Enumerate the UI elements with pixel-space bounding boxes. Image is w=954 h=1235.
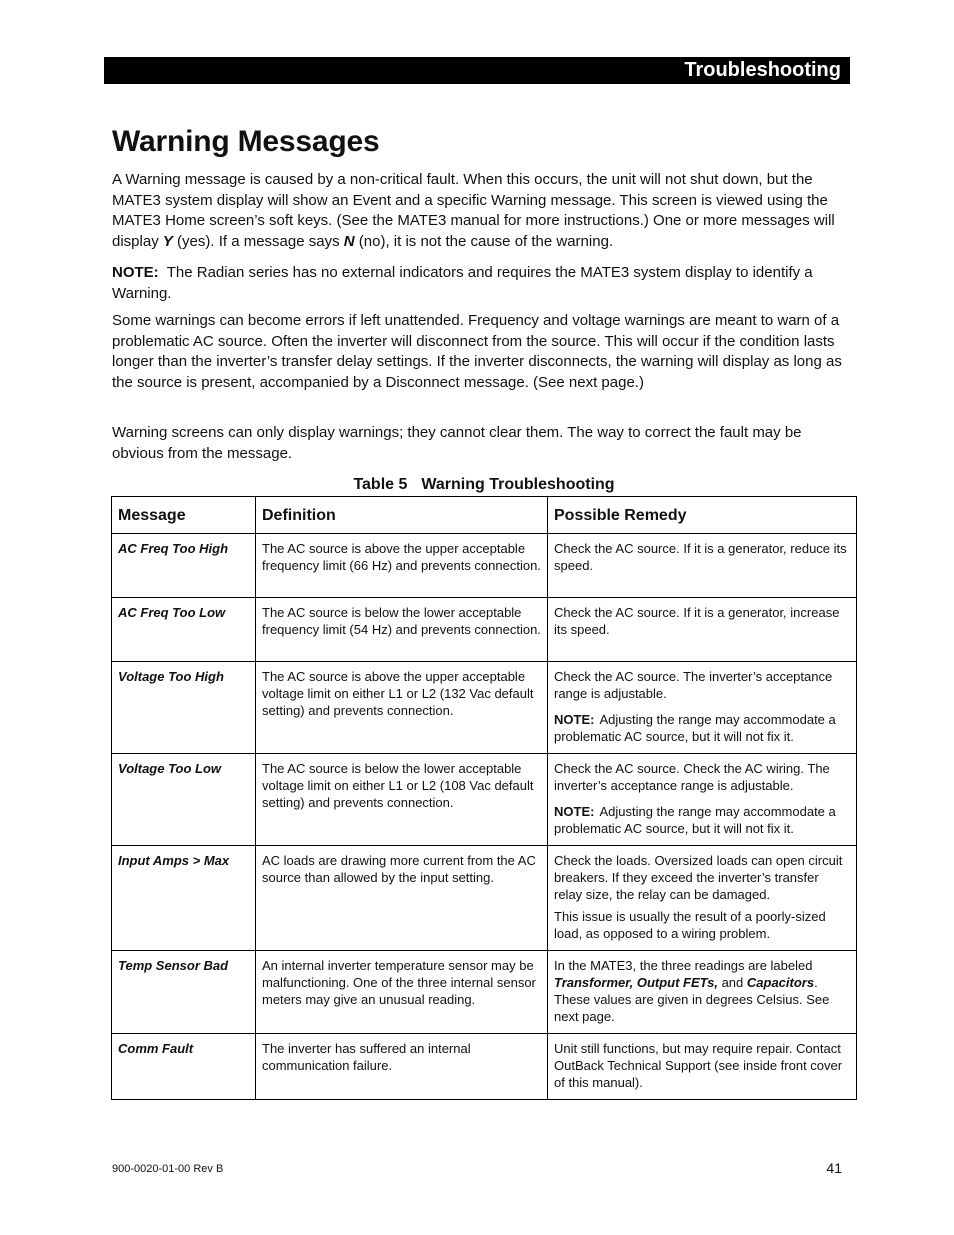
remedy-note-label: NOTE:	[554, 712, 595, 727]
remedy-cell	[548, 754, 857, 846]
definition-cell: AC loads are drawing more current from the AC source than allowed by the input setting.	[256, 846, 548, 951]
message-cell: Input Amps > Max	[112, 846, 256, 951]
remedy-note-text: Adjusting the range may accommodate a problematic AC source, but it will not fix it.	[554, 712, 836, 744]
note-text: The Radian series has no external indicators and requires the MATE3 system display to identify a Warning.	[112, 264, 817, 302]
remedy-note-text: Adjusting the range may accommodate a problematic AC source, but it will not fix it.	[554, 804, 836, 836]
table-caption-title: Warning Troubleshooting	[421, 476, 615, 493]
remedy-cell	[548, 846, 857, 951]
page-title: Warning Messages	[112, 125, 380, 158]
definition-cell: The AC source is below the lower acceptable frequency limit (54 Hz) and prevents connection.	[256, 598, 548, 662]
message-cell: Voltage Too Low	[112, 754, 256, 846]
remedy-emphasis-2: Capacitors	[746, 975, 815, 990]
remedy-note	[554, 711, 850, 745]
remedy-note	[554, 803, 850, 837]
remedy-cell: Check the AC source. If it is a generator, increase its speed.	[548, 598, 857, 662]
table-caption	[112, 475, 856, 495]
table-row	[112, 598, 857, 662]
remedy-cell: Check the AC source. If it is a generator, reduce its speed.	[548, 534, 857, 598]
intro-paragraph	[112, 170, 852, 252]
warning-screens-paragraph: Warning screens can only display warnings; they cannot clear them. The way to correct the fault may be obvious from the message.	[112, 424, 802, 462]
remedy-text: Check the AC source. The inverter’s acceptance range is adjustable.	[554, 669, 833, 701]
remedy-cell	[548, 951, 857, 1034]
intro-no-letter: N	[343, 232, 355, 250]
table-row	[112, 1034, 857, 1100]
message-cell: AC Freq Too Low	[112, 598, 256, 662]
definition-cell: An internal inverter temperature sensor may be malfunctioning. One of the three internal sensor meters may give an unusual reading.	[256, 951, 548, 1034]
intro-text-1: A Warning message is caused by a non-critical fault. When this occurs, the unit will not shut down, but the MATE3 system display will show an Event and a specific Warning message. This screen is viewed using the MATE3 Home screen’s soft keys. (See the MATE3 manual for more instructions.) One or more messages will display	[112, 171, 835, 250]
table-row	[112, 951, 857, 1034]
remedy-note-label: NOTE:	[554, 804, 595, 819]
remedy-cell: Unit still functions, but may require repair. Contact OutBack Technical Support (see inside front cover of this manual).	[548, 1034, 857, 1100]
column-header-message: Message	[112, 497, 256, 534]
section-title: Troubleshooting	[684, 59, 841, 81]
table-header-row	[112, 497, 857, 534]
definition-cell: The AC source is below the lower acceptable voltage limit on either L1 or L2 (108 Vac default setting) and prevents connection.	[256, 754, 548, 846]
table-caption-number: Table 5	[353, 476, 408, 493]
intro-yes-letter: Y	[162, 232, 173, 250]
remedy-extra-text: This issue is usually the result of a poorly-sized load, as opposed to a wiring problem.	[554, 909, 826, 941]
remedy-text-part2: and	[717, 975, 747, 990]
message-cell: Comm Fault	[112, 1034, 256, 1100]
page-number: 41	[826, 1160, 842, 1176]
warning-troubleshooting-table	[111, 496, 857, 1100]
remedy-text: Check the loads. Oversized loads can open circuit breakers. If they exceed the inverter’s transfer relay size, the relay can be damaged.	[554, 853, 843, 902]
warnings-paragraph: Some warnings can become errors if left unattended. Frequency and voltage warnings are meant to warn of a problematic AC source. Often the inverter will disconnect from the source. This will occur if the condition lasts longer than the inverter’s transfer delay settings. If the inverter disconnects, the warning will display as long as the source is present, accompanied by a Disconnect message. (See next page.)	[112, 312, 842, 391]
remedy-text-part3: . These values are given in degrees Celsius. See next page.	[554, 975, 830, 1024]
table-row	[112, 662, 857, 754]
intro-text-3: (no), it is not the cause of the warning.	[354, 232, 614, 250]
definition-cell: The AC source is above the upper acceptable frequency limit (66 Hz) and prevents connection.	[256, 534, 548, 598]
message-cell: AC Freq Too High	[112, 534, 256, 598]
table-row	[112, 846, 857, 951]
remedy-text-part1: In the MATE3, the three readings are labeled	[554, 958, 813, 973]
column-header-remedy: Possible Remedy	[548, 497, 857, 534]
table-row	[112, 534, 857, 598]
message-cell: Voltage Too High	[112, 662, 256, 754]
section-header-bar	[104, 57, 850, 84]
column-header-definition: Definition	[256, 497, 548, 534]
remedy-cell	[548, 662, 857, 754]
remedy-emphasis-1: Transformer, Output FETs,	[554, 975, 718, 990]
definition-cell: The inverter has suffered an internal communication failure.	[256, 1034, 548, 1100]
note-label: NOTE:	[112, 264, 159, 281]
definition-cell: The AC source is above the upper acceptable voltage limit on either L1 or L2 (132 Vac default setting) and prevents connection.	[256, 662, 548, 754]
remedy-text: Check the AC source. Check the AC wiring. The inverter’s acceptance range is adjustable.	[554, 761, 830, 793]
message-cell: Temp Sensor Bad	[112, 951, 256, 1034]
document-number: 900-0020-01-00 Rev B	[112, 1163, 224, 1175]
table-row	[112, 754, 857, 846]
note-paragraph	[112, 263, 852, 304]
intro-text-2: (yes). If a message says	[172, 232, 344, 250]
